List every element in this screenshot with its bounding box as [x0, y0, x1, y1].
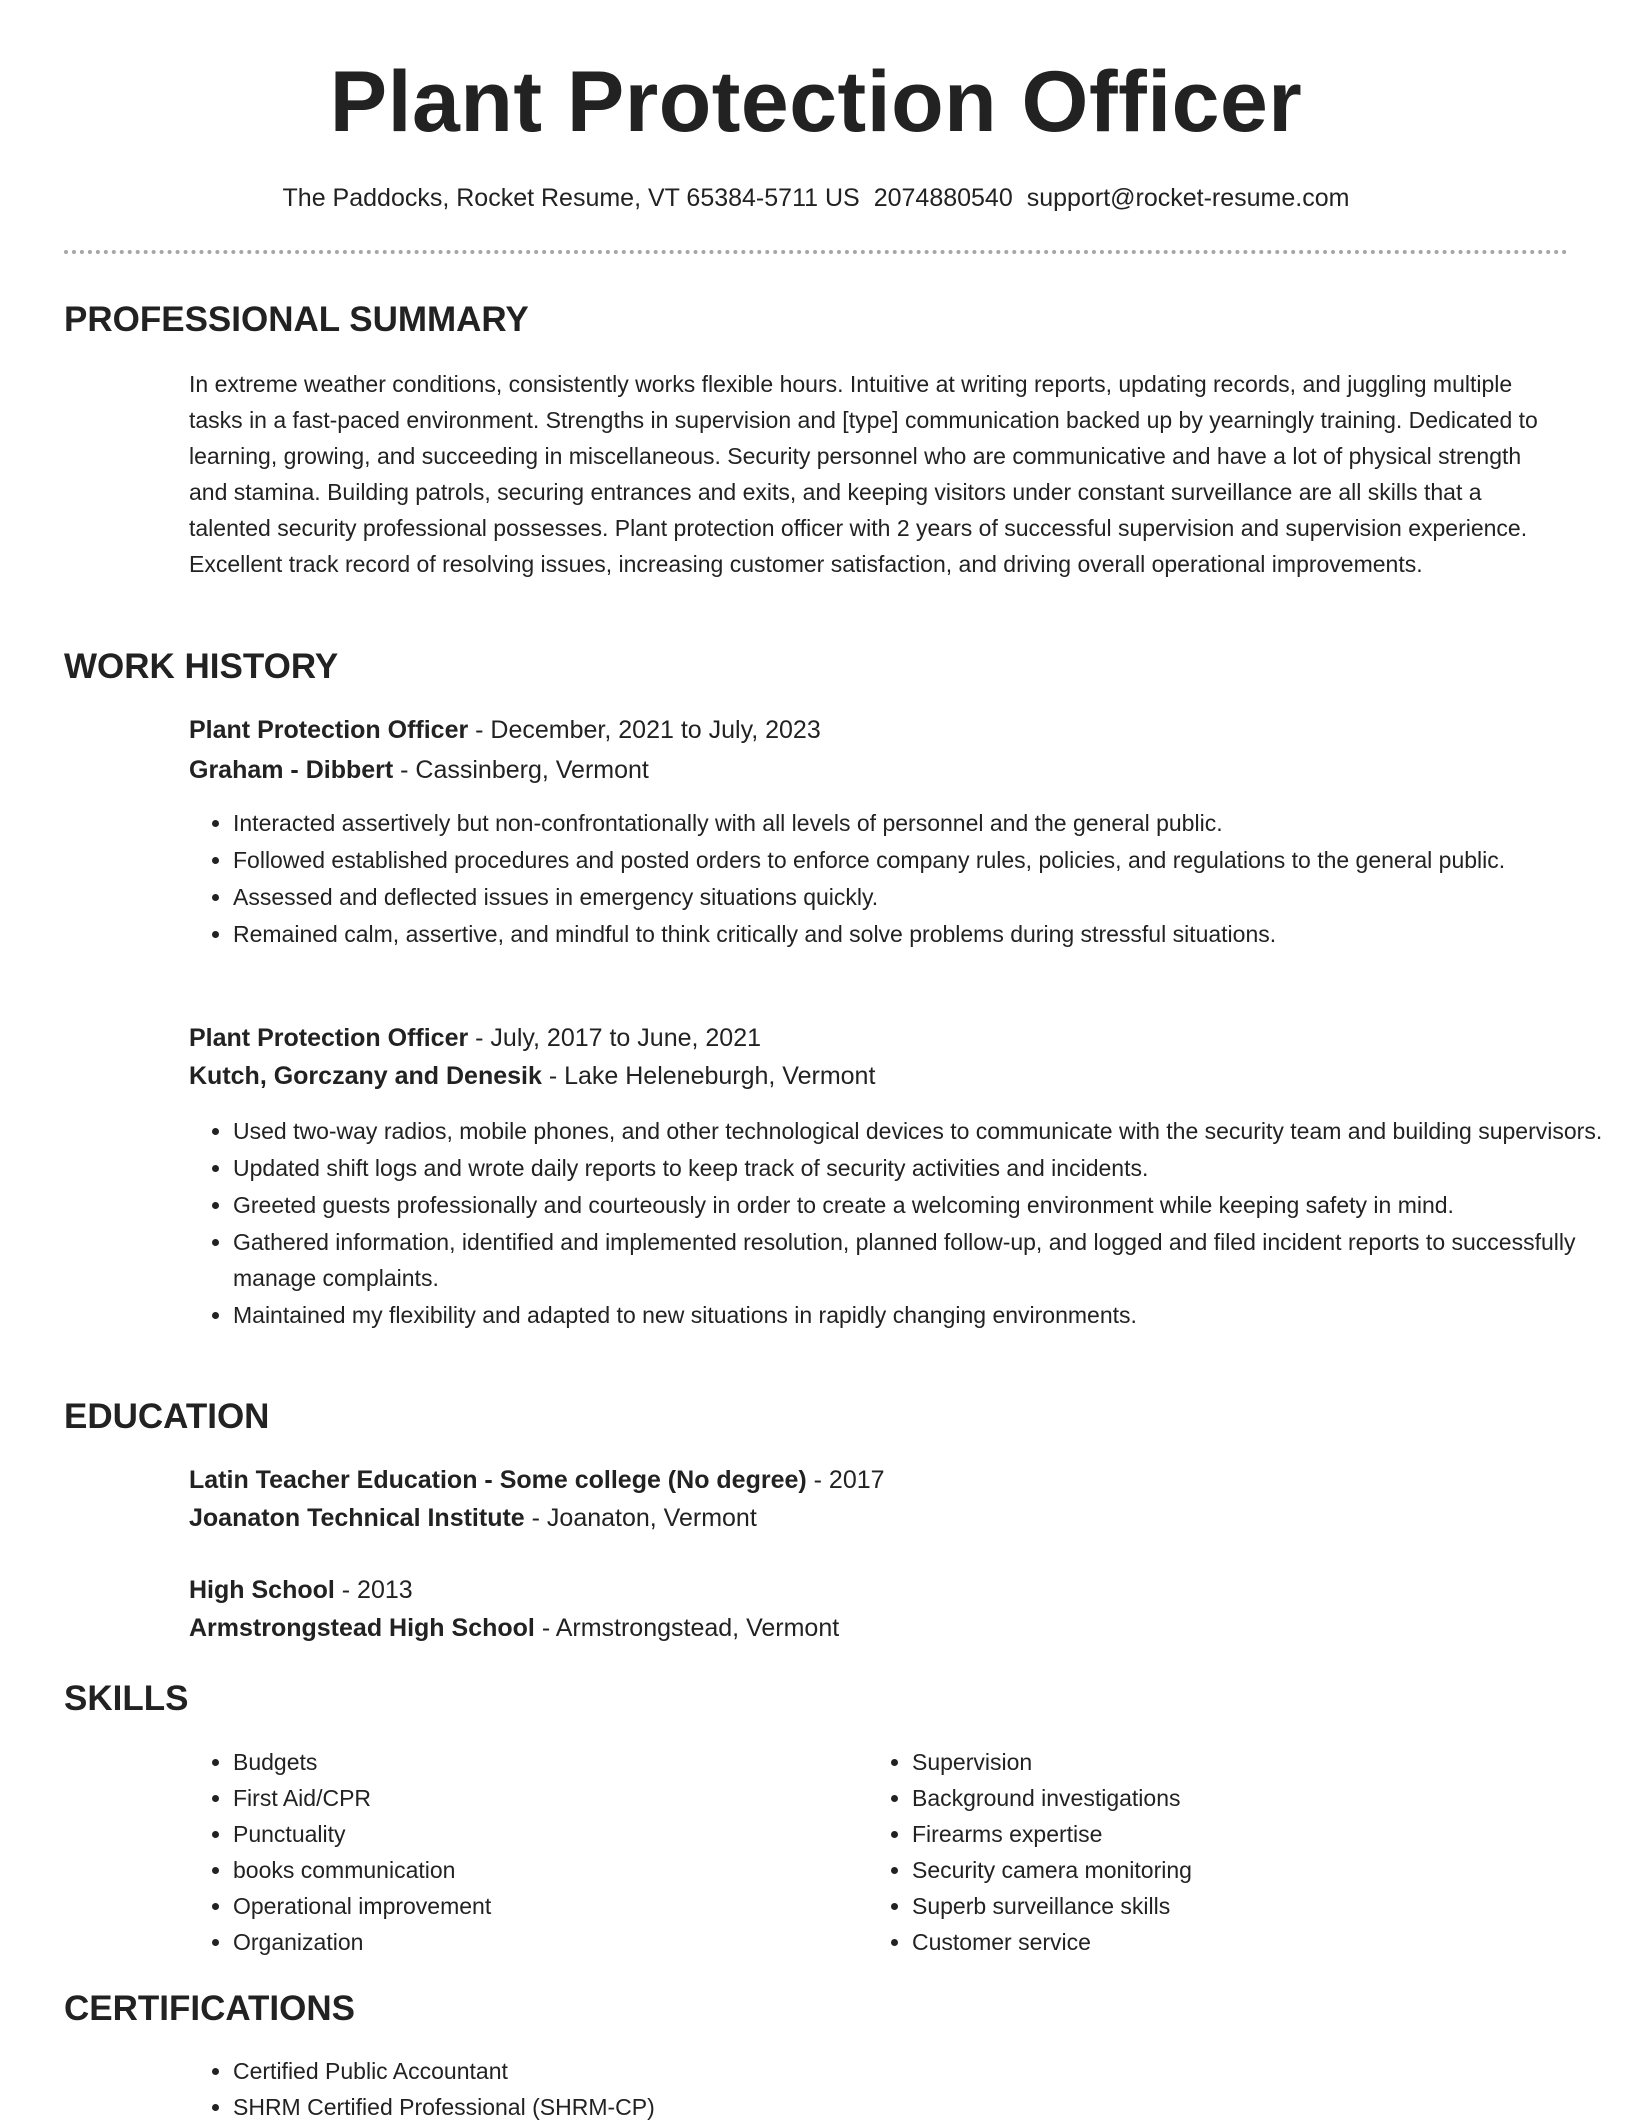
- list-item: • Certified Public Accountant: [233, 2053, 1533, 2089]
- education-1-degree: Latin Teacher Education - Some college (No degree): [189, 1466, 807, 1494]
- list-item: • Background investigations: [912, 1780, 1592, 1816]
- summary-heading: PROFESSIONAL SUMMARY: [64, 300, 529, 339]
- job-2-role: Plant Protection Officer: [189, 1024, 469, 1052]
- education-2-location: - Armstrongstead, Vermont: [534, 1614, 840, 1642]
- skills-right-list: [868, 1744, 1592, 1960]
- job-1-dates: - December, 2021 to July, 2023: [468, 716, 821, 744]
- list-item: • Greeted guests professionally and courteously in order to create a welcoming environment while keeping safety in mind.: [233, 1187, 1613, 1223]
- list-item: • books communication: [233, 1852, 853, 1888]
- contact-phone: 2074880540: [873, 184, 1013, 212]
- list-item: • Firearms expertise: [912, 1816, 1592, 1852]
- job-2-company-line: [189, 1058, 875, 1094]
- job-1-company-line: [189, 752, 649, 788]
- contact-address: The Paddocks, Rocket Resume, VT 65384-5711 US: [282, 184, 860, 212]
- list-item: • Customer service: [912, 1924, 1592, 1960]
- work-history-heading: WORK HISTORY: [64, 647, 339, 686]
- list-item: • Gathered information, identified and implemented resolution, planned follow-up, and logged and filed incident reports to successfully manage complaints.: [233, 1224, 1613, 1296]
- job-2-title-line: [189, 1020, 761, 1056]
- list-item: • SHRM Certified Professional (SHRM-CP): [233, 2089, 1533, 2125]
- job-2-company: Kutch, Gorczany and Denesik: [189, 1062, 542, 1090]
- list-item: • Security camera monitoring: [912, 1852, 1592, 1888]
- skills-left-list: [189, 1744, 853, 1960]
- summary-text: In extreme weather conditions, consistently works flexible hours. Intuitive at writing reports, updating records, and juggling multiple tasks in a fast-paced environment. Strengths in supervision and [type] communication backed up by yearningly training. Dedicated to learning, growing, and succeeding in miscellaneous. Security personnel who are communicative and have a lot of physical strength and stamina. Building patrols, securing entrances and exits, and keeping visitors under constant surveillance are all skills that a talented security professional possesses. Plant protection officer with 2 years of successful supervision and supervision experience. Excellent track record of resolving issues, increasing customer satisfaction, and driving overall operational improvements.: [189, 371, 1538, 577]
- list-item: • First Aid/CPR: [233, 1780, 853, 1816]
- certifications-list: [189, 2053, 1533, 2125]
- job-1-role: Plant Protection Officer: [189, 716, 469, 744]
- list-item: • Supervision: [912, 1744, 1592, 1780]
- education-1-location: - Joanaton, Vermont: [524, 1504, 757, 1532]
- list-item: • Updated shift logs and wrote daily reports to keep track of security activities and incidents.: [233, 1150, 1613, 1186]
- list-item: • Interacted assertively but non-confrontationally with all levels of personnel and the general public.: [233, 805, 1613, 841]
- job-2-dates: - July, 2017 to June, 2021: [468, 1024, 762, 1052]
- list-item: • Used two-way radios, mobile phones, and other technological devices to communicate with the security team and building supervisors.: [233, 1113, 1613, 1149]
- education-1-school-line: [189, 1500, 757, 1536]
- education-1-school: Joanaton Technical Institute: [189, 1504, 525, 1532]
- candidate-name: Plant Protection Officer: [329, 54, 1303, 150]
- list-item: • Maintained my flexibility and adapted to new situations in rapidly changing environments.: [233, 1297, 1613, 1333]
- education-1-degree-line: [189, 1462, 885, 1498]
- education-2-year: - 2013: [334, 1576, 413, 1604]
- education-2-degree: High School: [189, 1576, 335, 1604]
- list-item: • Budgets: [233, 1744, 853, 1780]
- job-1-bullets: [189, 805, 1613, 953]
- list-item: • Organization: [233, 1924, 853, 1960]
- education-heading: EDUCATION: [64, 1397, 270, 1436]
- contact-line: [0, 180, 1632, 216]
- list-item: • Remained calm, assertive, and mindful to think critically and solve problems during stressful situations.: [233, 916, 1613, 952]
- education-2-school: Armstrongstead High School: [189, 1614, 535, 1642]
- list-item: • Operational improvement: [233, 1888, 853, 1924]
- job-1-title-line: [189, 712, 821, 748]
- education-2-school-line: [189, 1610, 839, 1646]
- header-divider: [64, 250, 1568, 254]
- job-1-company: Graham - Dibbert: [189, 756, 394, 784]
- education-2-degree-line: [189, 1572, 413, 1608]
- list-item: • Followed established procedures and posted orders to enforce company rules, policies, and regulations to the general public.: [233, 842, 1613, 878]
- job-2-location: - Lake Heleneburgh, Vermont: [541, 1062, 876, 1090]
- job-1-location: - Cassinberg, Vermont: [393, 756, 649, 784]
- education-1-year: - 2017: [806, 1466, 885, 1494]
- list-item: • Superb surveillance skills: [912, 1888, 1592, 1924]
- certifications-heading: CERTIFICATIONS: [64, 1989, 356, 2028]
- job-2-bullets: [189, 1113, 1613, 1334]
- contact-email: support@rocket-resume.com: [1026, 184, 1350, 212]
- list-item: • Punctuality: [233, 1816, 853, 1852]
- list-item: • Assessed and deflected issues in emergency situations quickly.: [233, 879, 1613, 915]
- skills-heading: SKILLS: [64, 1679, 189, 1718]
